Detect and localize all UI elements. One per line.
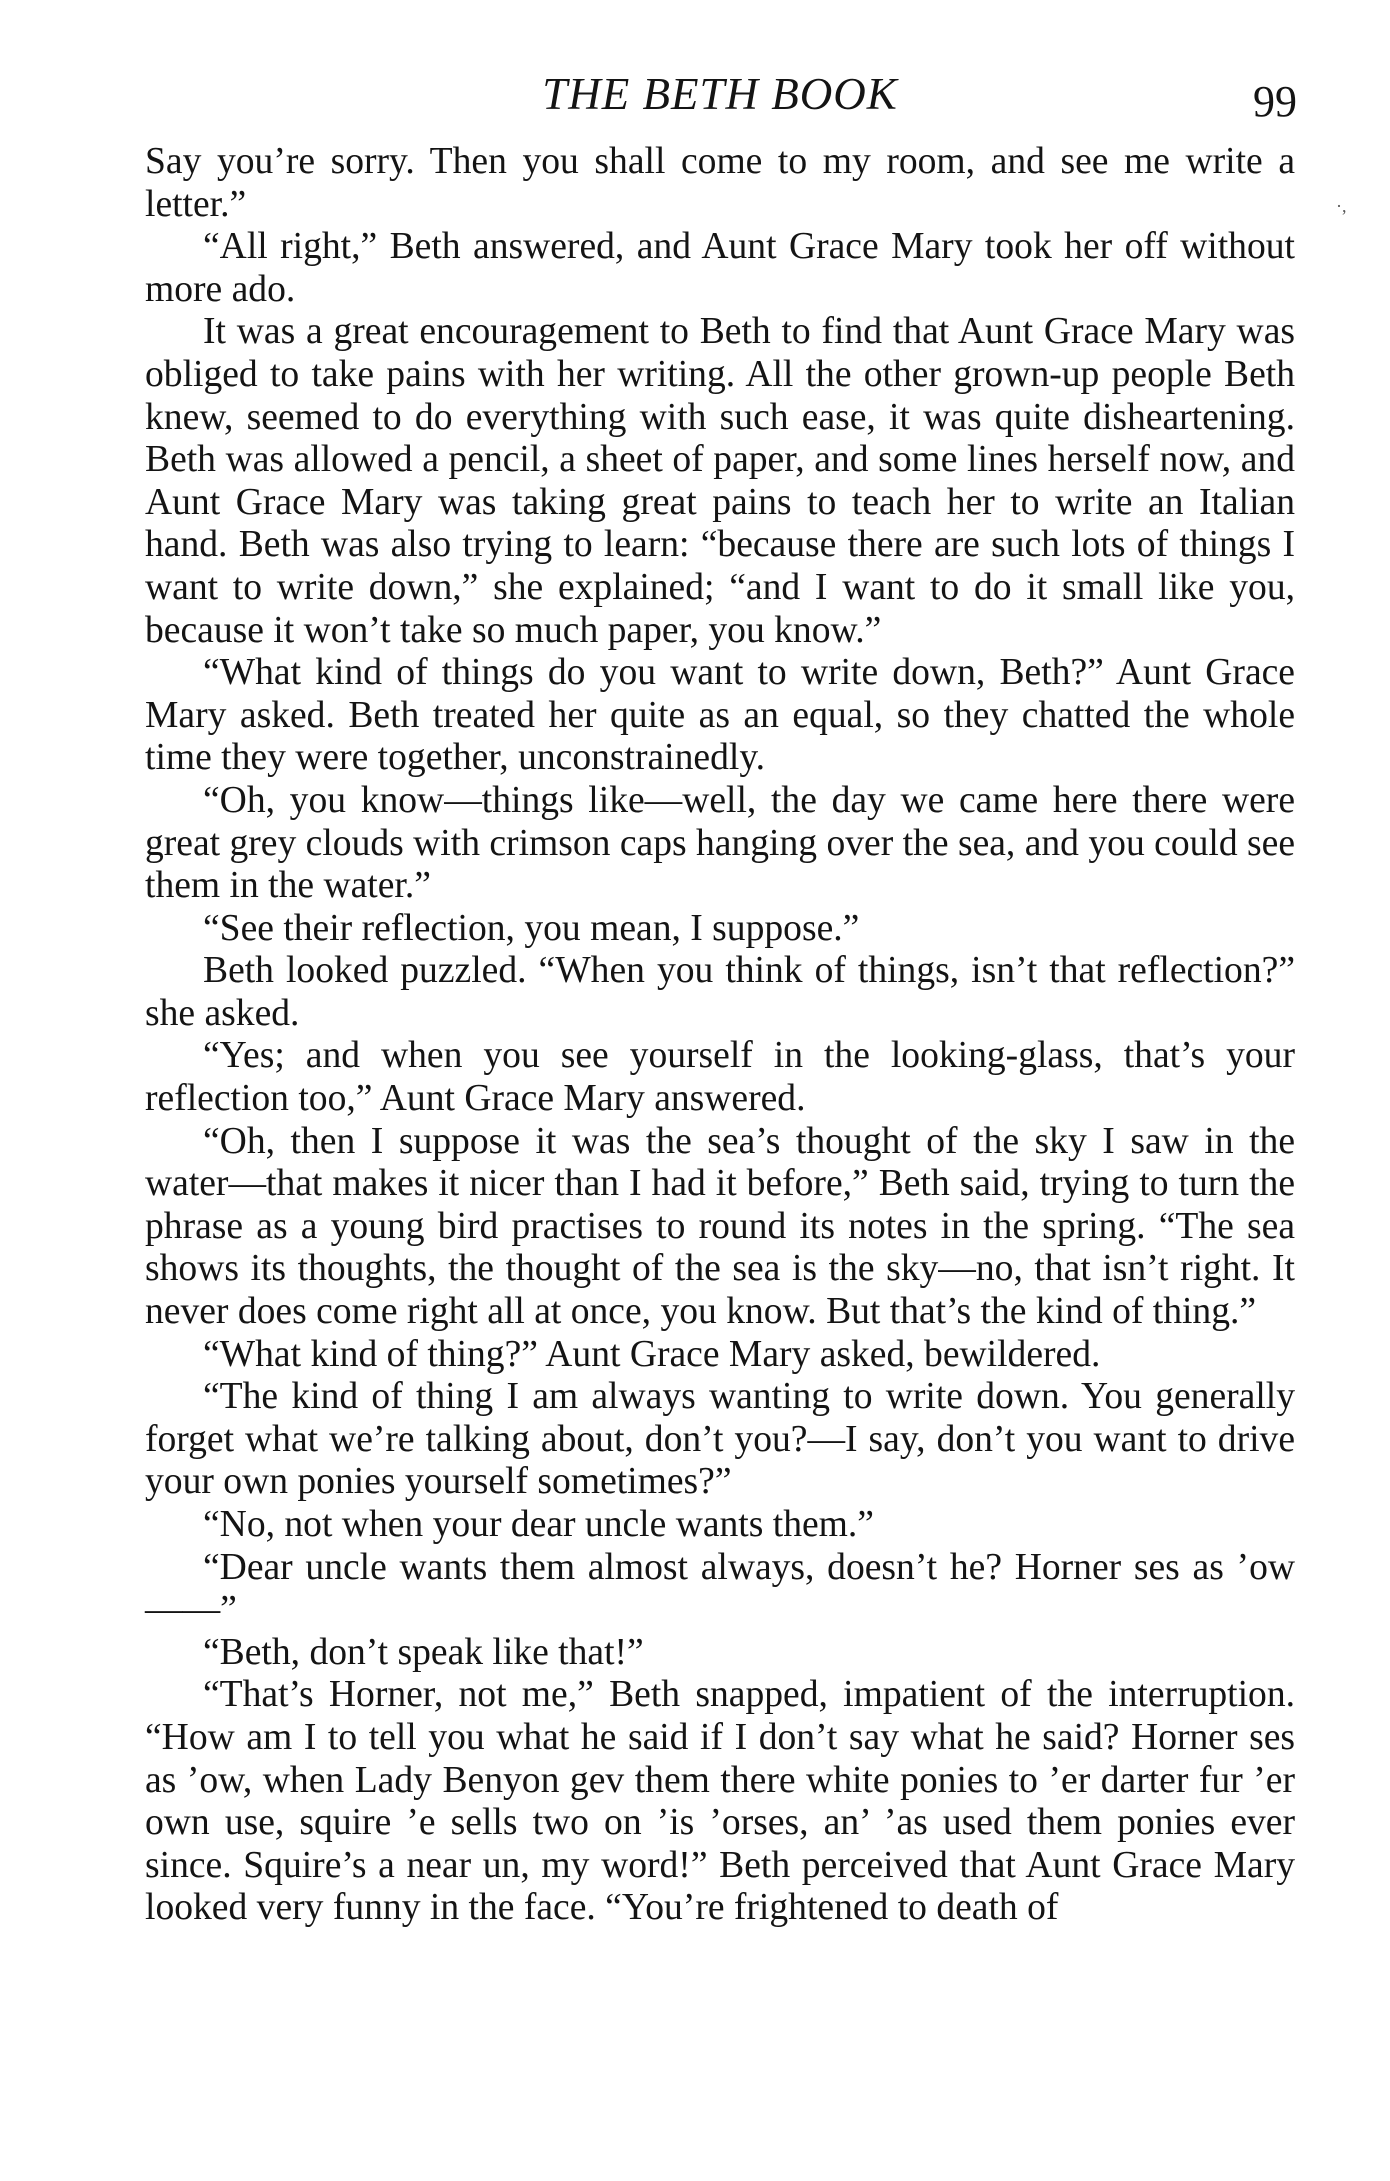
paragraph: It was a great encouragement to Beth to find that Aunt Grace Mary was obliged to take pains with her writing. All the other grown-up people Beth knew, seemed to do everything with such ease, it was quite disheartening. Beth was allowed a pencil, a sheet of paper, and some lines herself now, and Aunt Grace Mary was taking great pains to teach her to write an Italian hand. Beth was also trying to learn: “because there are such lots of things I want to write down,” she explained; “and I want to do it small like you, because it won’t take so much paper, you know.” [145, 311, 1295, 651]
paragraph: “No, not when your dear uncle wants them.” [203, 1504, 874, 1545]
paragraph: “Yes; and when you see yourself in the looking-glass, that’s your reflection too,” Aunt Grace Mary answered. [145, 1035, 1295, 1120]
paragraph: “That’s Horner, not me,” Beth snapped, impatient of the interruption. “How am I to tell you what he said if I don’t say what he said? Horner ses as ’ow, when Lady Benyon gev them there white ponies to ’er darter fur ’er own use, squire ’e sells two on ’is ’orses, an’ ’as used them ponies ever since. Squire’s a near un, my word!” Beth perceived that Aunt Grace Mary looked very funny in the face. “You’re frightened to death of [145, 1674, 1295, 1929]
running-title: THE BETH BOOK [542, 69, 898, 119]
margin-speck: ·, [1336, 196, 1347, 216]
paragraph: “Oh, you know—things like—well, the day we came here there were great grey clouds with crimson caps hanging over the sea, and you could see them in the water.” [145, 779, 1295, 907]
page-number: 99 [1253, 77, 1297, 126]
paragraph: “See their reflection, you mean, I suppose.” [203, 907, 860, 949]
paragraph: “Oh, then I suppose it was the sea’s thought of the sky I saw in the water—that makes it nicer than I had it before,” Beth said, trying to turn the phrase as a young bird practises to round its notes in the spring. “The sea shows its thoughts, the thought of the sea is the sky—no, that isn’t right. It never does come right all at once, you know. But that’s the kind of thing.” [145, 1120, 1295, 1333]
body-text [145, 141, 1295, 1930]
paragraph: “What kind of thing?” Aunt Grace Mary asked, bewildered. [203, 1333, 1101, 1375]
paragraph: “All right,” Beth answered, and Aunt Grace Mary took her off without more ado. [145, 226, 1295, 310]
paragraph: “Dear uncle wants them almost always, doesn’t he? Horner ses as ’ow——” [145, 1546, 1295, 1631]
paragraph: “What kind of things do you want to write down, Beth?” Aunt Grace Mary asked. Beth treated her quite as an equal, so they chatted the whole time they were together, unconstrainedly. [145, 652, 1295, 779]
paragraph: Say you’re sorry. Then you shall come to my room, and see me write a letter.” [145, 141, 1295, 225]
running-head [145, 62, 1295, 126]
paragraph: Beth looked puzzled. “When you think of things, isn’t that reflection?” she asked. [145, 950, 1295, 1034]
paragraph: “The kind of thing I am always wanting to write down. You generally forget what we’re talking about, don’t you?—I say, don’t you want to drive your own ponies yourself sometimes?” [145, 1376, 1295, 1503]
paragraph: “Beth, don’t speak like that!” [203, 1631, 644, 1673]
